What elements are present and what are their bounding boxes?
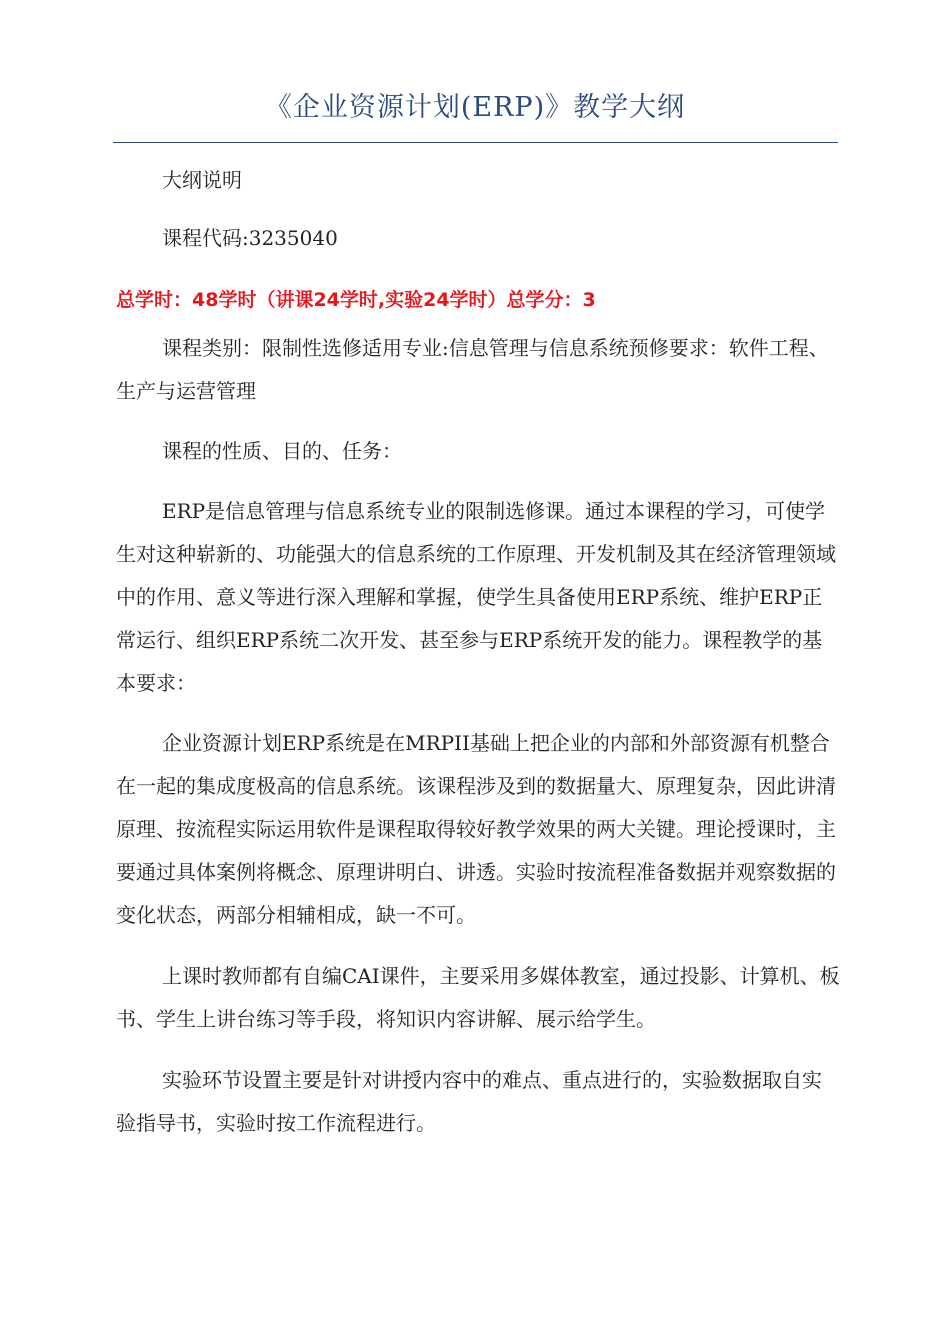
course-nature-heading: 课程的性质、目的、任务： (162, 439, 402, 463)
document-title: 《企业资源计划(ERP)》教学大纲 (264, 92, 686, 123)
teaching-methods-paragraph: 上课时教师都有自编CAI课件，主要采用多媒体教室，通过投影、计算机、板书、学生上讲台练习等手段，将知识内容讲解、展示给学生。 (116, 964, 840, 1031)
course-requirements-paragraph: 企业资源计划ERP系统是在MRPII基础上把企业的内部和外部资源有机整合在一起的集成度极高的信息系统。该课程涉及到的数据量大、原理复杂，因此讲清原理、按流程实际运用软件是课程取得较好教学效果的两大关键。理论授课时，主要通过具体案例将概念、原理讲明白、讲透。实验时按流程准备数据并观察数据的变化状态，两部分相辅相成，缺一不可。 (116, 731, 836, 927)
total-hours-credits: 总学时：48学时（讲课24学时,实验24学时）总学分：3 (116, 289, 596, 311)
course-category: 课程类别：限制性选修适用专业:信息管理与信息系统预修要求：软件工程、生产与运营管理 (116, 336, 829, 403)
course-code: 课程代码:3235040 (162, 226, 338, 250)
course-objective-paragraph: ERP是信息管理与信息系统专业的限制选修课。通过本课程的学习，可使学生对这种崭新的、功能强大的信息系统的工作原理、开发机制及其在经济管理领域中的作用、意义等进行深入理解和掌握，使学生具备使用ERP系统、维护ERP正常运行、组织ERP系统二次开发、甚至参与ERP系统开发的能力。课程教学的基本要求： (116, 499, 836, 695)
experiment-paragraph: 实验环节设置主要是针对讲授内容中的难点、重点进行的，实验数据取自实验指导书，实验时按工作流程进行。 (116, 1068, 822, 1135)
section-heading-outline: 大纲说明 (162, 168, 242, 192)
title-divider (113, 142, 838, 143)
